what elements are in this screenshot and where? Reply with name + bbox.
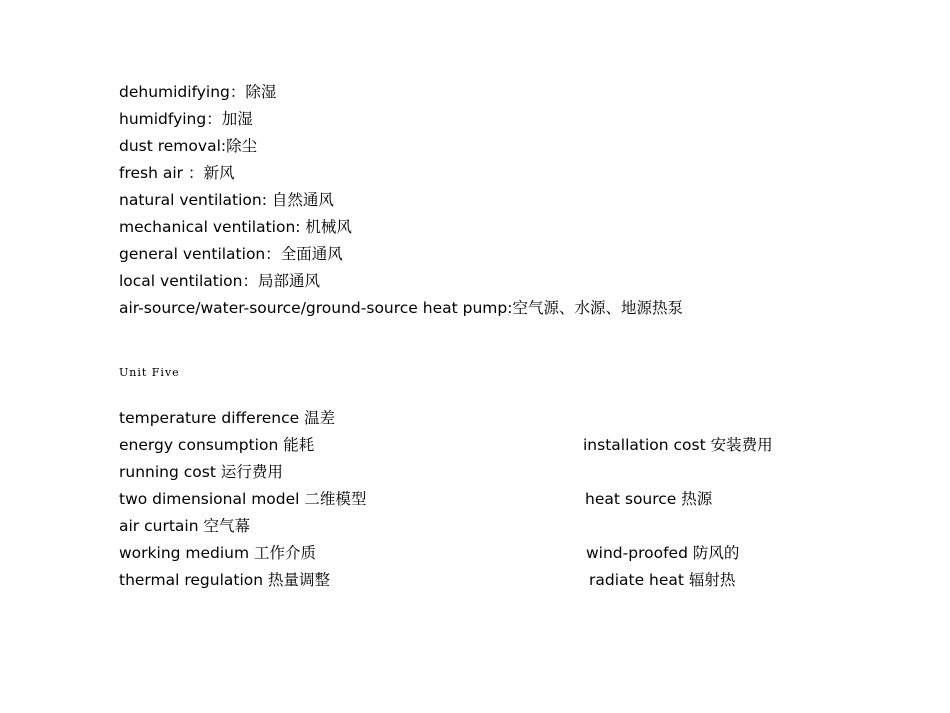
term-line: general ventilation：全面通风 — [119, 245, 343, 263]
term-line: working medium 工作介质 — [119, 544, 317, 562]
term-installation-cost: installation cost 安装费用 — [583, 436, 773, 454]
term-line: running cost 运行费用 — [119, 463, 283, 481]
term-line: two dimensional model 二维模型 — [119, 490, 367, 508]
term-line: mechanical ventilation: 机械风 — [119, 218, 352, 236]
term-line: fresh air ：新风 — [119, 164, 235, 182]
unit-heading: Unit Five — [119, 366, 180, 379]
term-heat-source: heat source 热源 — [585, 490, 713, 508]
term-line: air curtain 空气幕 — [119, 517, 250, 535]
term-line: local ventilation：局部通风 — [119, 272, 320, 290]
term-line: natural ventilation: 自然通风 — [119, 191, 334, 209]
term-line: thermal regulation 热量调整 — [119, 571, 331, 589]
term-wind-proofed: wind-proofed 防风的 — [586, 544, 740, 562]
term-line: dust removal:除尘 — [119, 137, 258, 155]
term-radiate-heat: radiate heat 辐射热 — [589, 571, 736, 589]
term-line: dehumidifying：除湿 — [119, 83, 277, 101]
term-line: energy consumption 能耗 — [119, 436, 315, 454]
term-line: humidfying：加湿 — [119, 110, 253, 128]
term-line: air-source/water-source/ground-source heat pump:空气源、水源、地源热泵 — [119, 299, 683, 317]
term-line: temperature difference 温差 — [119, 409, 336, 427]
